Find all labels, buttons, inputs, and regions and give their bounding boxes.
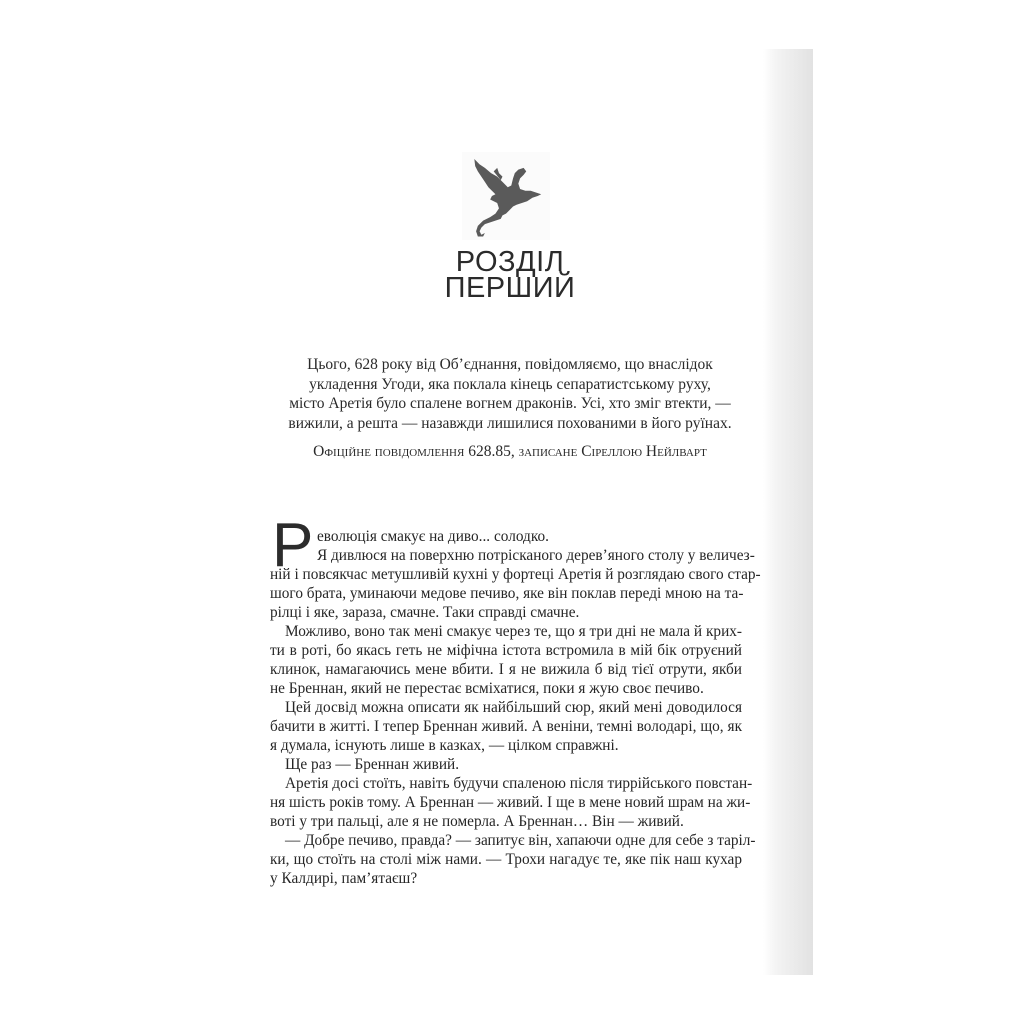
body-line: я думала, існують лише в казках, — цілком справжні.: [270, 737, 619, 754]
body-line: Цей досвід можна описати як найбільший сюр, який мені доводилося: [285, 699, 742, 716]
body-line: еволюція смакує на диво... солодко.: [317, 528, 549, 545]
chapter-title-line-2: ПЕРШИЙ: [444, 272, 576, 304]
body-line: воті у три пальці, але я не померла. А Бреннан… Він — живий.: [270, 813, 684, 830]
chapter-title-line-1: РОЗДІЛ: [455, 246, 565, 278]
body-line: клинок, намагаючись мене вбити. І я не вижила б від тієї отрути, якби: [270, 661, 742, 678]
body-line: бачити в житті. І тепер Бреннан живий. А веніни, темні володарі, що, як: [270, 718, 742, 735]
body-line: Ще раз — Бреннан живий.: [285, 756, 460, 773]
chapter-title: [380, 246, 640, 304]
epigraph-line: укладення Угоди, яка поклала кінець сепаратистському руху,: [309, 375, 711, 393]
body-text: [270, 511, 761, 888]
body-line: шого брата, уминаючи медове печиво, яке він поклав переді мною на та-: [270, 585, 744, 602]
body-line: ки, що стоїть на столі між нами. — Трохи нагадує те, яке пік наш кухар: [270, 851, 742, 868]
drop-cap: Р: [272, 511, 314, 580]
epigraph-line: місто Аретія було спалене вогнем драконів. Усі, хто зміг втекти, —: [289, 395, 731, 412]
epigraph-line: Цього, 628 року від Об’єднання, повідомляємо, що внаслідок: [307, 356, 713, 373]
body-line: рілці і яке, зараза, смачне. Таки справді смачне.: [270, 604, 580, 621]
body-line: Аретія досі стоїть, навіть будучи спаленою після тиррійського повстан-: [285, 775, 753, 792]
epigraph-line: вижили, а решта — назавжди лишилися похованими в його руїнах.: [288, 414, 732, 432]
body-line: ти в роті, бо якась геть не міфічна істота встромила в мій бік отруєний: [270, 642, 742, 659]
body-line: Я дивлюся на поверхню потрісканого дерев’яного столу у величез-: [317, 547, 755, 564]
epigraph: [270, 355, 750, 433]
body-line: Можливо, воно так мені смакує через те, що я три дні не мала й крих-: [285, 623, 742, 640]
body-line: ній і повсякчас метушливій кухні у фортеці Аретія й розглядаю свого стар-: [270, 566, 761, 583]
body-line: у Калдирі, пам’ятаєш?: [270, 870, 418, 887]
body-line: — Добре печиво, правда? — запитує він, хапаючи одне для себе з таріл-: [285, 832, 756, 849]
page-edge-shadow: [763, 49, 813, 975]
epigraph-attribution: Офіційне повідомлення 628.85, записане Сіреллою Нейлварт: [313, 443, 707, 460]
body-line: ня шість років тому. А Бреннан — живий. І ще в мене новий шрам на жи-: [270, 794, 751, 811]
dragon-icon: [462, 152, 550, 240]
body-line: не Бреннан, який не перестає всміхатися, поки я жую своє печиво.: [270, 680, 704, 697]
